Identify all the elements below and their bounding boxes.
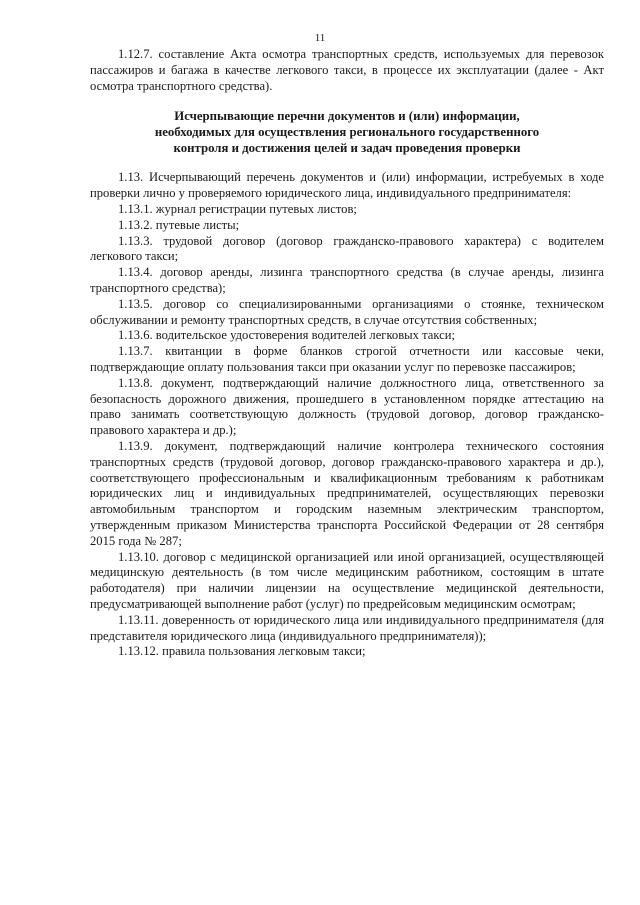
paragraph-1-13-2: 1.13.2. путевые листы;	[118, 217, 240, 232]
document-body	[90, 47, 604, 660]
paragraph-1-13-7: 1.13.7. квитанции в форме бланков строгой отчетности или кассовые чеки, подтверждающие оплату пользования такси при оказании услуг по перевозке пассажиров;	[90, 344, 604, 374]
paragraph-1-13-8: 1.13.8. документ, подтверждающий наличие должностного лица, ответственного за безопасность дорожного движения, прошедшего в установленном порядке аттестацию на право занимать соответствующую должность (трудовой договор, договор гражданско-правового характера и др.);	[90, 375, 604, 438]
paragraph-1-13-4: 1.13.4. договор аренды, лизинга транспортного средства (в случае аренды, лизинга транспортного средства);	[90, 265, 604, 295]
section-heading-line-1: Исчерпывающие перечни документов и (или) информации,	[174, 109, 520, 124]
paragraph-1-13-3: 1.13.3. трудовой договор (договор гражданско-правового характера) с водителем легкового такси;	[90, 233, 604, 264]
section-heading-line-3: контроля и достижения целей и задач проведения проверки	[173, 141, 521, 156]
paragraph-1-13-1: 1.13.1. журнал регистрации путевых листов;	[118, 201, 357, 216]
section-heading	[90, 108, 604, 156]
paragraph-1-13-5: 1.13.5. договор со специализированными организациями о стоянке, техническом обслуживании и ремонту транспортных средств, в случае отсутствия собственных;	[90, 296, 604, 327]
paragraph-1-13-9: 1.13.9. документ, подтверждающий наличие контролера технического состояния транспортных средств (трудовой договор, договор гражданско-правового характера и др.), соответствующего профессиональным и квалификационным требованиям к работникам юридических лиц и индивидуальных предпринимателей, осуществляющих перевозки автомобильным транспортом и городским наземным электрическим транспортом, утвержденным приказом Министерства транспорта Российской Федерации от 28 сентября 2015 года № 287;	[90, 438, 604, 548]
paragraph-1-13-10: 1.13.10. договор с медицинской организацией или иной организацией, осуществляющей медицинскую деятельность (в том числе медицинским работником, состоящим в штате работодателя) при наличии лицензии на осуществление медицинской деятельности, предусматривающей выполнение работ (услуг) по предрейсовым медицинским осмотрам;	[90, 549, 604, 611]
paragraph-1-13-6: 1.13.6. водительское удостоверения водителей легковых такси;	[118, 328, 455, 343]
paragraph-1-13-11: 1.13.11. доверенность от юридического лица или индивидуального предпринимателя (для представителя юридического лица (индивидуального предпринимателя));	[90, 612, 604, 643]
paragraph-1-13-12: 1.13.12. правила пользования легковым такси;	[118, 644, 366, 659]
paragraph-1-12-7: 1.12.7. составление Акта осмотра транспортных средств, используемых для перевозок пассажиров и багажа в качестве легкового такси, в процессе их эксплуатации (далее - Акт осмотра транспортного средства).	[90, 47, 604, 93]
paragraph-1-13: 1.13. Исчерпывающий перечень документов и (или) информации, истребуемых в ходе проверки лично у проверяемого юридического лица, индивидуального предпринимателя:	[90, 170, 604, 201]
page-number: 11	[314, 32, 326, 44]
section-heading-line-2: необходимых для осуществления регионального государственного	[154, 125, 540, 140]
